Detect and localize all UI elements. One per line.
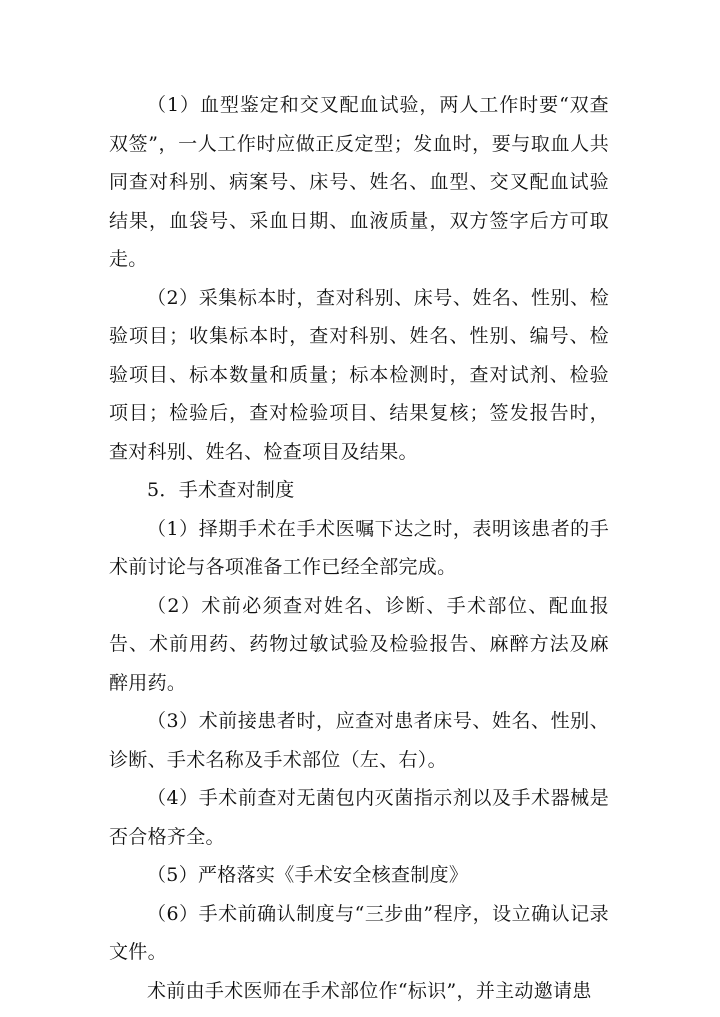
surgery-marking-paragraph: 术前由手术医师在手术部位作“标识”，并主动邀请患: [147, 979, 592, 1002]
paragraph-specimen-collection: （2）采集标本时，查对科别、床号、姓名、性别、检验项目；收集标本时，查对科别、姓名、性别、编号、检验项目、标本数量和质量；标本检测时，查对试剂、检验项目；检验后，查对检验项目、结果复核；签发报告时，查对科别、姓名、检查项目及结果。: [109, 286, 609, 463]
surgery-item-4: （4）手术前查对无菌包内灭菌指示剂以及手术器械是否合格齐全。: [109, 787, 609, 848]
document-body: [109, 86, 609, 1010]
surgery-item-3: （3）术前接患者时，应查对患者床号、姓名、性别、诊断、手术名称及手术部位（左、右）。: [109, 710, 609, 771]
surgery-item-1: （1）择期手术在手术医嘱下达之时，表明该患者的手术前讨论与各项准备工作已经全部完成。: [109, 517, 609, 578]
surgery-item-2: （2）术前必须查对姓名、诊断、手术部位、配血报告、术前用药、药物过敏试验及检验报告、麻醉方法及麻醉用药。: [109, 594, 609, 694]
surgery-item-6: （6）手术前确认制度与“三步曲”程序，设立确认记录文件。: [109, 902, 609, 963]
section-heading: 5．手术查对制度: [147, 479, 295, 501]
surgery-item-5: （5）严格落实《手术安全核查制度》: [147, 864, 469, 886]
paragraph-blood-typing: （1）血型鉴定和交叉配血试验，两人工作时要“双查双签”，一人工作时应做正反定型；发血时，要与取血人共同查对科别、病案号、床号、姓名、血型、交叉配血试验结果，血袋号、采血日期、血液质量，双方签字后方可取走。: [109, 94, 609, 270]
